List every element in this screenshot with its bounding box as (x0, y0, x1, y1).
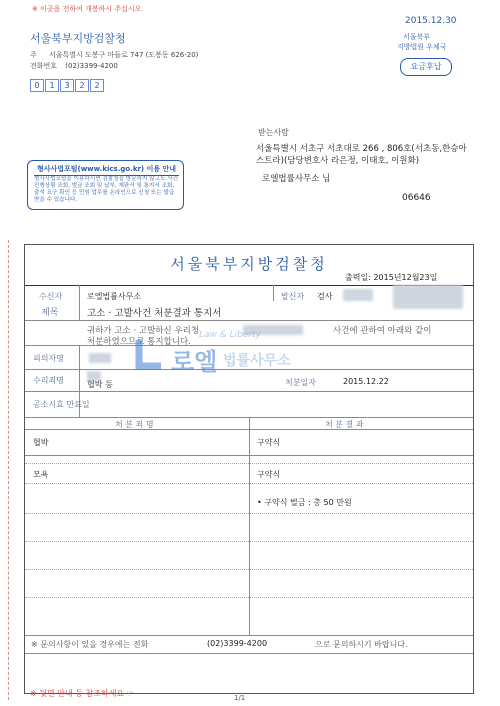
redacted-suspect (89, 353, 111, 363)
crime-label: 수리죄명 (33, 376, 64, 385)
body-line-1-end: 사건에 관하여 아래와 같이 (333, 326, 432, 336)
sender-address: 서울특별시 도봉구 마들로 747 (도봉동 626-20) (49, 51, 199, 59)
perforation-line (8, 240, 11, 700)
form-title: 서울북부지방검찰청 (170, 255, 328, 273)
body-line-1-start: 귀하가 고소 · 고발하신 우리청 (87, 326, 200, 336)
zip-digit: 2 (90, 79, 104, 92)
redacted-stamp (393, 285, 463, 309)
fine-note: • 구약식 벌금 : 총 50 만원 (257, 498, 352, 507)
watermark-logo-icon (135, 338, 163, 370)
sender-address-row (30, 50, 198, 60)
zip-digit: 0 (30, 79, 44, 92)
sender-field-label: 발신자 (281, 292, 305, 301)
zip-digit: 2 (75, 79, 89, 92)
postage-badge: 요금후납 (400, 58, 452, 76)
redacted-sender (343, 289, 373, 301)
col-crime-header: 처 분 죄 명 (115, 420, 154, 429)
watermark-small-text: Law & Liberty (199, 330, 261, 340)
recipient-label: 받는사람 (258, 128, 289, 137)
recipient-field-value: 로엘법률사무소 (87, 292, 142, 301)
subject-field-label: 제목 (41, 308, 59, 318)
sender-org: 서울북부지방검찰청 (30, 32, 126, 45)
issue-date-row: 출력일: 2015년12월23일 (345, 273, 438, 282)
footer-phone: (02)3399-4200 (207, 639, 268, 648)
zip-digit: 3 (60, 79, 74, 92)
postmark-line2: 지방법원 우체국 (397, 43, 447, 51)
sender-prefix: 검사 (317, 292, 333, 301)
kics-notice-box (27, 160, 184, 210)
limitation-label: 공소시효 만료일 (33, 400, 90, 409)
row-result-1: 구약식 (257, 438, 281, 447)
watermark-suffix-text: 법률사무소 (223, 353, 291, 369)
sender-address-label: 주 (30, 51, 37, 59)
disposal-date: 2015.12.22 (343, 377, 389, 386)
watermark-main-text: 로엘 (171, 348, 218, 376)
postmark (397, 16, 457, 56)
recipient-address: 서울특별시 서초구 서초대로 266 , 806호(서초동,한승아스트라)(담당변호사 라은정, 이태호, 이원화) (256, 144, 467, 166)
envelope (0, 0, 500, 240)
kics-notice-title: 형사사법포털(www.kics.go.kr) 이용 안내 (34, 164, 179, 176)
postmark-line1: 서울북부 (403, 33, 431, 41)
page-number: 1/1 (234, 694, 246, 702)
issue-date: 2015년12월23일 (373, 273, 438, 282)
subject-field-value: 고소 · 고발사건 처분결과 통지서 (87, 308, 222, 319)
suspect-label: 피의자명 (33, 354, 64, 363)
footer-inquiry-end: 으로 문의하시기 바랍니다. (315, 640, 408, 649)
notice-form (24, 244, 474, 694)
sender-phone-row (30, 61, 118, 71)
zip-code-boxes (30, 73, 105, 92)
footer-back-note: ※ 뒷면 안내 등 참조하세요 ☞ (30, 689, 134, 698)
col-result-header: 처 분 결 과 (325, 420, 364, 429)
postmark-date: 2015.12.30 (405, 16, 457, 26)
issue-date-label: 출력일 (345, 273, 369, 282)
row-crime-1: 협박 (33, 438, 49, 447)
serial-number: 06646 (402, 193, 431, 203)
footer-inquiry-start: ※ 문의사항이 있을 경우에는 전화 (31, 640, 149, 649)
row-crime-2: 모욕 (33, 470, 49, 479)
top-notice: ※ 이곳을 전하여 개봉하시 주십시오 (32, 5, 142, 13)
disposal-date-label: 처분일자 (285, 378, 316, 387)
sender-phone: (02)3399-4200 (65, 62, 118, 70)
body-line-2: 처분하였으므로 통지합니다. (87, 337, 191, 347)
zip-digit: 1 (45, 79, 59, 92)
crime-value: 협박 등 (87, 380, 113, 389)
sender-phone-label: 전화번호 (30, 62, 58, 70)
recipient-field-label: 수신자 (39, 292, 63, 301)
kics-notice-body: 형사사법포털을 이용하시면 검찰청을 방문하지 않고도 사건진행상황 조회, 벌금 조회 및 납부, 재판서 및 통지서 조회, 출석 요구 확인 등 민원 업무를 온라인으로 신청 또는 발급 받을 수 있습니다. (34, 176, 178, 203)
law-firm-watermark (135, 330, 355, 380)
row-result-2: 구약식 (257, 470, 281, 479)
recipient-name: 로엘법률사무소 님 (262, 174, 331, 184)
